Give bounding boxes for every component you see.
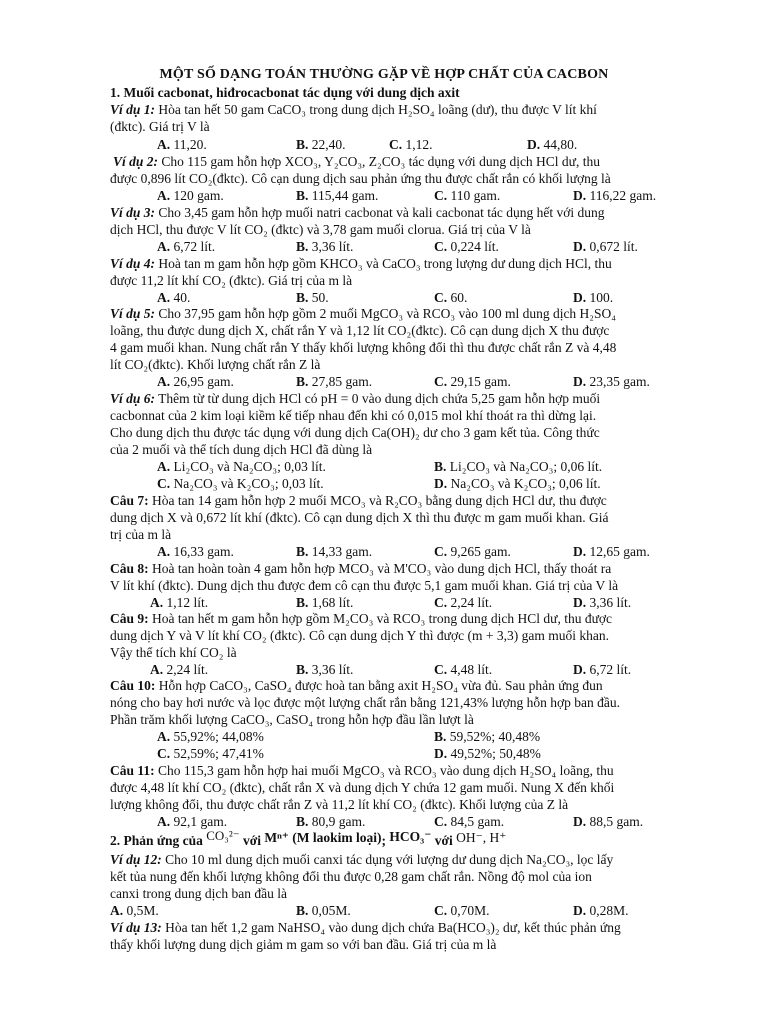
question-label: Ví dụ 5:: [110, 306, 156, 321]
option-b[interactable]: B. 14,33 gam.: [296, 544, 373, 559]
question-text-line: kết tủa nung đến khối lượng không đổi thu được 0,28 gam chất rắn. Nồng độ mol của ion: [110, 869, 592, 884]
question-label: Câu 10:: [110, 678, 156, 693]
question-text-line: trị của m là: [110, 527, 172, 542]
option-a[interactable]: A. 40.: [157, 290, 191, 305]
question-text: Cho 10 ml dung dịch muối canxi tác dụng với lượng dư dung dịch Na₂CO₃, lọc lấy: [165, 852, 614, 867]
question-9: [110, 610, 666, 627]
option-c[interactable]: C. 0,70M.: [434, 903, 490, 918]
document-title: MỘT SỐ DẠNG TOÁN THƯỜNG GẶP VỀ HỢP CHẤT CỦA CACBON: [159, 67, 609, 82]
option-d[interactable]: D. 100.: [573, 290, 614, 305]
question-text-line: của 2 muối và thể tích dung dịch HCl đã dùng là: [110, 442, 373, 457]
question-label: Câu 8:: [110, 561, 149, 576]
option-c[interactable]: C. 2,24 lít.: [434, 595, 493, 610]
option-a[interactable]: A. Li₂CO₃ và Na₂CO₃; 0,03 lít.: [157, 459, 326, 474]
question-text: Hoà tan hết m gam hỗn hợp gồm M₂CO₃ và RCO₃ trong dung dịch HCl dư, thu được: [152, 611, 613, 626]
option-b[interactable]: B. 22,40.: [296, 137, 346, 152]
question-label: Ví dụ 1:: [110, 102, 156, 117]
option-b[interactable]: B. 80,9 gam.: [296, 814, 366, 829]
question-8: [110, 560, 666, 577]
question-text: Cho 37,95 gam hỗn hợp gồm 2 muối MgCO₃ và RCO₃ vào 100 ml dung dịch H₂SO₄: [158, 306, 616, 321]
option-d[interactable]: D. 3,36 lít.: [573, 595, 632, 610]
option-c[interactable]: C. 29,15 gam.: [434, 374, 511, 389]
question-text-line: thấy khối lượng dung dịch giảm m gam so với ban đầu. Giá trị của m là: [110, 937, 497, 952]
question-label: Câu 7:: [110, 493, 149, 508]
question-text: Thêm từ từ dung dịch HCl có pH = 0 vào dung dịch chứa 5,25 gam hỗn hợp muối: [158, 391, 601, 406]
question-label: Ví dụ 12:: [110, 852, 162, 867]
section-2-prefix: 2. Phản ứng của: [110, 833, 203, 848]
question-text: Hỗn hợp CaCO₃, CaSO₄ được hoà tan bằng axit H₂SO₄ vừa đủ. Sau phản ứng đun: [158, 678, 603, 693]
question-text-line: loãng, thu được dung dịch X, chất rắn Y và 1,12 lít CO₂(đktc). Cô cạn dung dịch X thu được: [110, 323, 610, 338]
option-c[interactable]: C. 0,224 lít.: [434, 239, 499, 254]
question-12: [110, 851, 666, 868]
question-text-line: được 0,896 lít CO₂(đktc). Cô cạn dung dịch sau phản ứng thu được chất rắn có khối lượng là: [110, 171, 611, 186]
question-text: Cho 115 gam hỗn hợp XCO₃, Y₂CO₃, Z₂CO₃ tác dụng với dung dịch HCl dư, thu: [161, 154, 601, 169]
option-d[interactable]: D. 44,80.: [527, 137, 578, 152]
question-text-line: Cho dung dịch thu được tác dụng với dung dịch Ca(OH)₂ dư cho 3 gam kết tủa. Công thức: [110, 425, 600, 440]
question-label: Ví dụ 4:: [110, 256, 156, 271]
option-b[interactable]: B. 3,36 lít.: [296, 239, 354, 254]
option-a[interactable]: A. 55,92%; 44,08%: [157, 729, 264, 744]
question-label: Câu 9:: [110, 611, 149, 626]
option-c[interactable]: C. 9,265 gam.: [434, 544, 511, 559]
question-text-line: được 4,48 lít khí CO₂ (đktc), chất rắn X và dung dịch Y chứa 12 gam muối. Nung X đến khối: [110, 780, 615, 795]
question-label: Ví dụ 6:: [110, 391, 156, 406]
option-d[interactable]: D. 116,22 gam.: [573, 188, 657, 203]
question-label: Câu 11:: [110, 763, 155, 778]
option-c[interactable]: C. Na₂CO₃ và K₂CO₃; 0,03 lít.: [157, 476, 324, 491]
option-b[interactable]: B. 59,52%; 40,48%: [434, 729, 541, 744]
option-d[interactable]: D. 23,35 gam.: [573, 374, 650, 389]
option-d[interactable]: D. 0,28M.: [573, 903, 629, 918]
question-text: Hòa tan 14 gam hỗn hợp 2 muối MCO₃ và R₂CO₃ bằng dung dịch HCl dư, thu được: [152, 493, 607, 508]
question-text-line: lít CO₂(đktc). Khối lượng chất rắn Z là: [110, 357, 321, 372]
option-c[interactable]: C. 52,59%; 47,41%: [157, 746, 264, 761]
option-c[interactable]: C. 4,48 lít.: [434, 662, 493, 677]
question-text-line: Phần trăm khối lượng CaCO₃, CaSO₄ trong hỗn hợp đầu lần lượt là: [110, 712, 474, 727]
question-text-line: dung dịch X và 0,672 lít khí (đktc). Cô cạn dung dịch X thì thu được m gam muối khan. Giá: [110, 510, 609, 525]
option-b[interactable]: B. 115,44 gam.: [296, 188, 379, 203]
option-b[interactable]: B. 1,68 lít.: [296, 595, 354, 610]
formula-carbonate: CO₃²⁻: [206, 828, 240, 843]
question-11: [110, 762, 666, 779]
question-text: Cho 3,45 gam hỗn hợp muối natri cacbonat và kali cacbonat tác dụng hết với dung: [158, 205, 605, 220]
question-text-line: dung dịch Y và V lít khí CO₂ (đktc). Cô cạn dung dịch Y thì được (m + 3,3) gam muối khan.: [110, 628, 609, 643]
option-a[interactable]: A. 0,5M.: [110, 903, 159, 918]
question-text: Cho 115,3 gam hỗn hợp hai muối MgCO₃ và RCO₃ vào dung dịch H₂SO₄ loãng, thu: [158, 763, 614, 778]
formula-oh-h: OH⁻, H⁺: [456, 830, 507, 845]
question-4: [110, 255, 666, 272]
question-text-line: V lít khí (đktc). Dung dịch thu được đem cô cạn thu được 5,1 gam muối khan. Giá trị của V là: [110, 578, 619, 593]
question-text-line: được 11,2 lít khí CO₂ (đktc). Giá trị của m là: [110, 273, 353, 288]
question-text-line: Vậy thể tích khí CO₂ là: [110, 645, 237, 660]
option-a[interactable]: A. 2,24 lít.: [150, 662, 209, 677]
question-1: [110, 101, 666, 118]
option-c[interactable]: C. 110 gam.: [434, 188, 501, 203]
question-text: Hòa tan hết 1,2 gam NaHSO₄ vào dung dịch chứa Ba(HCO₃)₂ dư, kết thúc phản ứng: [165, 920, 621, 935]
question-label: Ví dụ 3:: [110, 205, 156, 220]
question-text-line: lượng không đổi, thu được chất rắn Z và 11,2 lít khí CO₂ (đktc). Khối lượng của Z là: [110, 797, 569, 812]
option-d[interactable]: D. Na₂CO₃ và K₂CO₃; 0,06 lít.: [434, 476, 601, 491]
question-2: [113, 153, 669, 170]
question-5: [110, 305, 666, 322]
option-d[interactable]: D. 0,672 lít.: [573, 239, 638, 254]
question-text-line: dịch HCl, thu được V lít CO₂ (đktc) và 3,78 gam muối clorua. Giá trị của V là: [110, 222, 531, 237]
formula-metal-ion: Mⁿ⁺ (M laokim loại): [264, 830, 382, 845]
question-6: [110, 390, 666, 407]
question-text: Hoà tan hoàn toàn 4 gam hỗn hợp MCO₃ và M'CO₃ vào dung dịch HCl, thấy thoát ra: [152, 561, 612, 576]
question-text: Hoà tan m gam hỗn hợp gồm KHCO₃ và CaCO₃ trong lượng dư dung dịch HCl, thu: [158, 256, 612, 271]
question-3: [110, 204, 666, 221]
option-c[interactable]: C. 84,5 gam.: [434, 814, 505, 829]
question-label: Ví dụ 13:: [110, 920, 162, 935]
question-text-line: nóng cho bay hơi nước và lọc được một lượng chất rắn bằng 121,43% lượng hỗn hợp ban đầu.: [110, 695, 621, 710]
section-1-heading: 1. Muối cacbonat, hiđrocacbonat tác dụng với dung dịch axit: [110, 85, 460, 100]
section-2-separator: ;: [381, 833, 387, 848]
option-b[interactable]: B. 50.: [296, 290, 329, 305]
question-text: Hòa tan hết 50 gam CaCO₃ trong dung dịch H₂SO₄ loãng (dư), thu được V lít khí: [158, 102, 597, 117]
question-13: [110, 919, 666, 936]
section-2-with-1: với: [242, 833, 261, 848]
option-b[interactable]: B. 3,36 lít.: [296, 662, 354, 677]
question-10: [110, 677, 666, 694]
option-d[interactable]: D. 49,52%; 50,48%: [434, 746, 541, 761]
question-text-line: (đktc). Giá trị V là: [110, 119, 210, 134]
question-text-line: 4 gam muối khan. Nung chất rắn Y thấy khối lượng không đổi thì thu được chất rắn Z và 4,48: [110, 340, 617, 355]
option-b[interactable]: B. 27,85 gam.: [296, 374, 373, 389]
question-text-line: cacbonnat của 2 kim loại kiềm kế tiếp nhau đến khi có 0,015 mol khí thoát ra thì dừng lại.: [110, 408, 597, 423]
option-a[interactable]: A. 92,1 gam.: [157, 814, 228, 829]
option-d[interactable]: D. 12,65 gam.: [573, 544, 650, 559]
option-a[interactable]: A. 26,95 gam.: [157, 374, 234, 389]
question-7: [110, 492, 666, 509]
option-a[interactable]: A. 120 gam.: [157, 188, 224, 203]
option-d[interactable]: D. 6,72 lít.: [573, 662, 632, 677]
option-a[interactable]: A. 11,20.: [157, 137, 207, 152]
option-d[interactable]: D. 88,5 gam.: [573, 814, 644, 829]
question-label: Ví dụ 2:: [113, 154, 159, 169]
option-a[interactable]: A. 6,72 lít.: [157, 239, 216, 254]
question-text-line: canxi trong dung dịch ban đầu là: [110, 886, 287, 901]
option-c[interactable]: C. 1,12.: [389, 137, 433, 152]
option-b[interactable]: B. 0,05M.: [296, 903, 351, 918]
option-a[interactable]: A. 16,33 gam.: [157, 544, 234, 559]
option-a[interactable]: A. 1,12 lít.: [150, 595, 209, 610]
option-b[interactable]: B. Li₂CO₃ và Na₂CO₃; 0,06 lít.: [434, 459, 603, 474]
section-2-with-2: với: [434, 833, 453, 848]
section-2-heading: [110, 830, 666, 852]
option-c[interactable]: C. 60.: [434, 290, 468, 305]
formula-bicarbonate: HCO₃⁻: [389, 829, 432, 844]
